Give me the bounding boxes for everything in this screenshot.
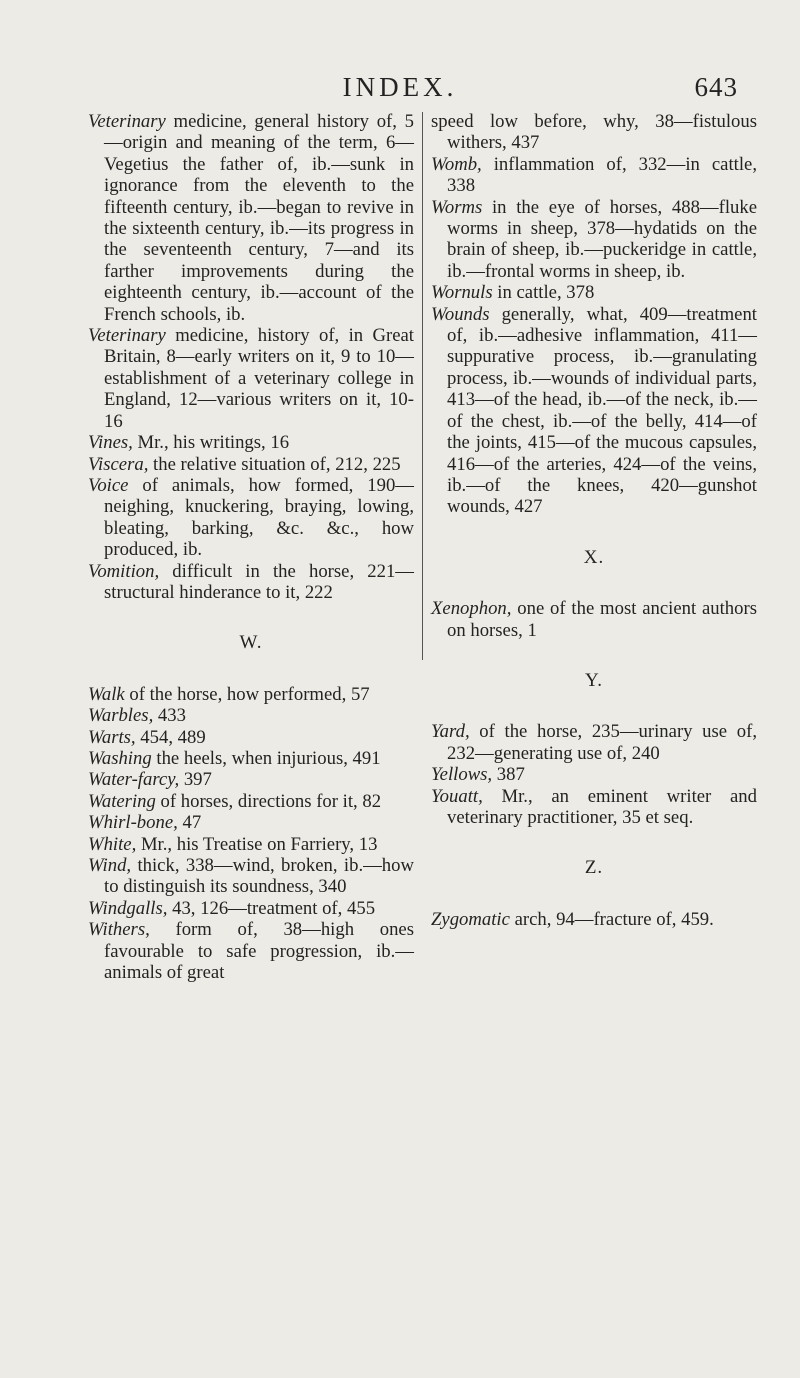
index-entry	[88, 684, 414, 705]
index-entry	[88, 834, 414, 855]
entry-headword: Xenophon,	[431, 598, 512, 620]
index-entry	[431, 764, 757, 785]
page-header	[0, 72, 800, 104]
index-entry	[88, 855, 414, 898]
entry-headword: Youatt,	[431, 785, 483, 807]
section-letter: Z.	[584, 857, 604, 879]
index-entry	[431, 304, 757, 518]
index-entry	[88, 727, 414, 748]
index-entry	[88, 561, 414, 604]
entry-headword: Warts,	[88, 726, 136, 748]
entry-text: form of, 38—high ones favourable to safe progression, ib.—animals of great	[104, 919, 414, 984]
entry-headword: Wind,	[88, 855, 132, 876]
entry-text: inflammation of, 332—in cattle, 338	[447, 153, 757, 197]
entry-text: speed low before, why, 38—fistulous withers, 437	[431, 111, 757, 154]
entry-headword: Womb,	[431, 153, 482, 175]
entry-headword: Viscera,	[88, 453, 149, 475]
entry-text: 387	[492, 764, 525, 786]
entry-text: 454, 489	[135, 726, 206, 748]
column-divider	[422, 112, 423, 660]
entry-headword: Windgalls,	[88, 897, 168, 919]
entry-headword: Voice	[88, 474, 129, 496]
entry-text: medicine, history of, in Great Britain, 8—early writers on it, 9 to 10—establishment of a veterinary college in England, 12—various writers on it, 10-16	[104, 325, 414, 432]
index-entry	[88, 919, 414, 983]
section-letter: Y.	[584, 669, 604, 691]
index-entry	[431, 721, 757, 764]
index-entry	[88, 705, 414, 726]
entry-text: 47	[177, 812, 202, 834]
index-column-right	[431, 111, 757, 930]
entry-text: difficult in the horse, 221—structural hinderance to it, 222	[104, 560, 414, 603]
entry-text: of the horse, how performed, 57	[124, 683, 370, 705]
entry-headword: Water-farcy,	[88, 769, 180, 791]
entry-text: the relative situation of, 212, 225	[148, 453, 401, 475]
index-entry	[88, 454, 414, 475]
entry-headword: Vines,	[88, 432, 133, 454]
page-number: 643	[694, 72, 738, 102]
entry-text: Mr., his Treatise on Farriery, 13	[136, 833, 378, 855]
index-entry	[431, 111, 757, 154]
entry-text: 433	[153, 705, 186, 727]
section-letter: W.	[239, 632, 263, 654]
index-column-left	[88, 111, 414, 983]
entry-headword: Zygomatic	[431, 908, 510, 930]
entry-text: in the eye of horses, 488—fluke worms in sheep, 378—hydatids on the brain of sheep, ib.—puckeridge in cattle, ib.—frontal worms in sheep, ib.	[447, 196, 757, 282]
entry-headword: Worms	[431, 196, 483, 218]
index-entry	[88, 812, 414, 833]
entry-text: medicine, general history of, 5—origin and meaning of the term, 6—Vegetius the father of, ib.—sunk in ignorance from the eleventh to the fifteenth century, ib.—began to revive in the sixteenth century, ib.—its progress in the seventeenth century, 7—and its farther improvements during the eighteenth century, ib.—account of the French schools, ib.	[104, 111, 414, 325]
entry-headword: Whirl-bone,	[88, 812, 178, 834]
entry-headword: Wounds	[431, 303, 490, 325]
index-entry	[88, 791, 414, 812]
index-entry	[88, 432, 414, 453]
entry-text: 397	[179, 769, 212, 791]
index-entry	[88, 748, 414, 769]
entry-text: generally, what, 409—treatment of, ib.—adhesive inflammation, 411—suppurative process, ib.—granulating process, ib.—wounds of individual parts, 413—of the head, ib.—of the neck, ib.—of the chest, ib.—of the belly, 414—of the joints, 415—of the mucous capsules, 416—of the arteries, 424—of the veins, ib.—of the knees, 420—gunshot wounds, 427	[447, 303, 757, 518]
entry-headword: Vomition,	[88, 560, 160, 582]
entry-text: of horses, directions for it, 82	[155, 790, 382, 812]
entry-text: one of the most ancient authors on horses, 1	[447, 598, 757, 641]
entry-text: of animals, how formed, 190—neighing, knuckering, braying, lowing, bleating, barking, &c. &c., how produced, ib.	[104, 474, 414, 561]
entry-headword: Warbles,	[88, 705, 154, 727]
entry-text: 43, 126—treatment of, 455	[167, 897, 376, 919]
index-entry	[431, 197, 757, 283]
index-entry	[431, 598, 757, 641]
entry-text: the heels, when injurious, 491	[151, 747, 381, 769]
entry-headword: Veterinary	[88, 111, 166, 132]
entry-headword: Yellows,	[431, 764, 493, 786]
index-entry	[88, 325, 414, 432]
entry-text: Mr., his writings, 16	[132, 432, 290, 454]
entry-headword: Watering	[88, 790, 156, 812]
entry-text: in cattle, 378	[492, 282, 595, 304]
entry-headword: Walk	[88, 683, 125, 705]
index-entry	[431, 786, 757, 829]
entry-headword: Yard,	[431, 721, 470, 743]
section-letter: X.	[583, 546, 605, 568]
index-entry	[88, 769, 414, 790]
entry-text: Mr., an eminent writer and veterinary practitioner, 35 et seq.	[447, 785, 757, 828]
entry-text: thick, 338—wind, broken, ib.—how to distinguish its soundness, 340	[104, 855, 414, 898]
index-entry	[431, 282, 757, 303]
entry-headword: Wornuls	[431, 282, 493, 304]
entry-headword: Washing	[88, 747, 152, 769]
index-entry	[88, 111, 414, 325]
index-entry	[88, 475, 414, 561]
index-entry	[431, 909, 757, 930]
entry-headword: Withers,	[88, 919, 150, 941]
entry-text: arch, 94—fracture of, 459.	[509, 908, 714, 930]
entry-headword: White,	[88, 833, 137, 855]
entry-headword: Veterinary	[88, 325, 166, 347]
entry-text: of the horse, 235—urinary use of, 232—generating use of, 240	[447, 721, 757, 764]
index-entry	[88, 898, 414, 919]
running-title: INDEX.	[342, 72, 458, 102]
index-entry	[431, 154, 757, 197]
